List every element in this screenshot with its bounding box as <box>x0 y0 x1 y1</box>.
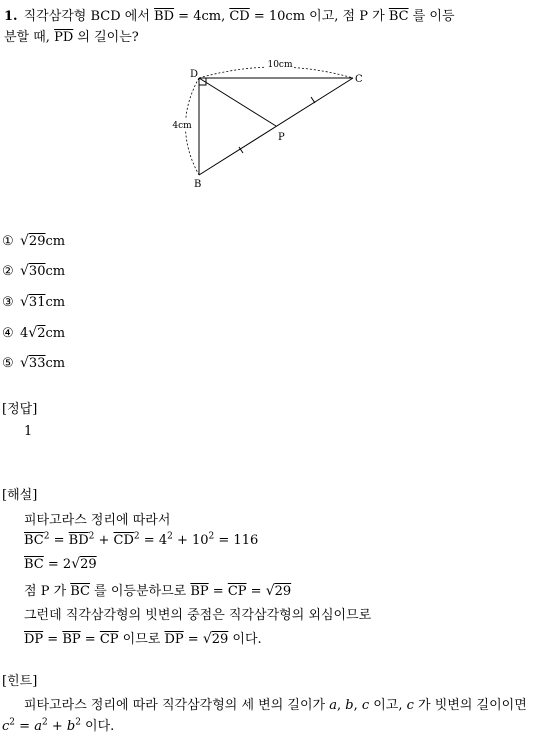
segment-dp: $\overline{DP}$ <box>164 632 184 647</box>
choice-coef: 4 <box>20 326 29 341</box>
question-number: 1. <box>4 9 18 24</box>
choice-unit: cm <box>45 264 66 279</box>
var-c: c <box>361 698 370 713</box>
segment-bc: $\overline{BC}$ <box>24 557 44 572</box>
text: = <box>80 632 100 647</box>
question-part: 를 이등 <box>408 9 455 24</box>
radicand: 29 <box>28 234 46 249</box>
text: + <box>94 533 114 548</box>
text: = 4 <box>139 533 168 548</box>
segment-cd: $\overline{CD}$ <box>229 9 250 24</box>
choice-unit: cm <box>45 356 66 371</box>
label-d: D <box>190 69 199 80</box>
choice-3[interactable] <box>2 294 65 310</box>
exponent: 2 <box>75 717 81 728</box>
text: = 116 <box>214 533 259 548</box>
text: = <box>208 584 228 599</box>
text: , <box>353 698 362 713</box>
text: = <box>246 584 266 599</box>
solution-line-6 <box>24 628 262 647</box>
question-part: = 4cm, <box>174 9 230 24</box>
question-part: 분할 때, <box>4 30 55 45</box>
question-text <box>4 6 532 48</box>
label-4cm: 4cm <box>172 121 192 131</box>
choice-unit: cm <box>45 234 66 249</box>
text: 가 빗변의 길이이면 <box>413 698 527 713</box>
sqrt: √33 <box>20 355 46 371</box>
text: = 2 <box>43 557 72 572</box>
hint-text <box>2 695 532 737</box>
segment-dp: $\overline{DP}$ <box>24 632 44 647</box>
exponent: 2 <box>41 717 48 728</box>
choice-2[interactable] <box>2 263 65 279</box>
radicand: 29 <box>80 557 97 572</box>
question-part: 직각삼각형 BCD 에서 <box>23 9 155 24</box>
segment-bd: $\overline{BD}$ <box>68 533 89 548</box>
sqrt: √29 <box>202 631 229 647</box>
choice-unit: cm <box>45 326 66 341</box>
exponent: 2 <box>133 531 140 542</box>
choice-5[interactable] <box>2 355 65 371</box>
text: = <box>49 533 69 548</box>
question-part: = 10cm 이고, 점 P 가 <box>249 9 389 24</box>
sqrt: √29 <box>20 233 46 249</box>
var-a: a <box>329 698 337 713</box>
text: 를 이등분하므로 <box>90 584 191 599</box>
solution-line-2 <box>24 533 258 548</box>
label-10cm: 10cm <box>267 60 293 70</box>
sqrt: √29 <box>71 556 97 572</box>
choice-4[interactable] <box>2 325 65 341</box>
segment-bc: $\overline{BC}$ <box>70 584 91 599</box>
label-b: B <box>194 179 202 190</box>
var-a: a <box>34 719 42 734</box>
radicand: 2 <box>37 326 46 341</box>
solution-line-5: 그런데 직각삼각형의 빗변의 중점은 직각삼각형의 외심이므로 <box>24 608 372 623</box>
segment-dp <box>199 78 276 126</box>
triangle-figure <box>150 58 380 198</box>
exponent: 2 <box>208 531 215 542</box>
choice-marker: ③ <box>2 295 14 310</box>
exponent: 2 <box>9 717 16 728</box>
text: 이다. <box>80 719 115 734</box>
radicand: 30 <box>28 264 46 279</box>
solution-line-3 <box>24 556 97 572</box>
text: = <box>15 719 35 734</box>
radicand: 29 <box>211 632 229 647</box>
solution-line-4 <box>24 580 291 599</box>
sqrt: √30 <box>20 263 46 279</box>
var-b: b <box>66 719 76 734</box>
label-c: C <box>355 74 363 85</box>
var-c: c <box>406 698 414 713</box>
sqrt: √31 <box>20 294 46 310</box>
text: + 10 <box>172 533 209 548</box>
hint-label: [힌트] <box>2 674 38 689</box>
solution-label: [해설] <box>2 488 38 503</box>
text: , <box>336 698 346 713</box>
exponent: 2 <box>43 531 50 542</box>
text: 이고, <box>369 698 407 713</box>
segment-bc: $\overline{BC}$ <box>24 533 44 548</box>
segment-bd: $\overline{BD}$ <box>154 9 175 24</box>
choice-1[interactable] <box>2 233 65 249</box>
label-p: P <box>278 132 285 143</box>
tick-pc <box>311 97 315 103</box>
var-c: c <box>2 719 10 734</box>
answer-label: [정답] <box>2 402 38 417</box>
exponent: 2 <box>167 531 173 542</box>
radicand: 33 <box>28 356 46 371</box>
text: 이므로 <box>118 632 165 647</box>
choice-unit: cm <box>45 295 66 310</box>
solution-line-1: 피타고라스 정리에 따라서 <box>24 513 171 528</box>
segment-bp: $\overline{BP}$ <box>62 632 81 647</box>
choice-marker: ② <box>2 264 14 279</box>
segment-bc: $\overline{BC}$ <box>388 9 409 24</box>
segment-cp: $\overline{CP}$ <box>99 632 119 647</box>
exponent: 2 <box>88 531 95 542</box>
text: 이다. <box>228 632 262 647</box>
text: 피타고라스 정리에 따라 직각삼각형의 세 변의 길이가 <box>24 698 330 713</box>
radicand: 31 <box>28 295 46 310</box>
choice-marker: ④ <box>2 326 14 341</box>
var-b: b <box>345 698 354 713</box>
radicand: 29 <box>274 584 292 599</box>
question-part: 의 길이는? <box>73 30 139 45</box>
segment-cp: $\overline{CP}$ <box>227 584 247 599</box>
text: 점 P 가 <box>24 584 71 599</box>
segment-bp: $\overline{BP}$ <box>190 584 209 599</box>
segment-cd: $\overline{CD}$ <box>113 533 134 548</box>
choice-marker: ⑤ <box>2 356 14 371</box>
sqrt: √29 <box>265 583 292 599</box>
text: = <box>183 632 203 647</box>
choice-marker: ① <box>2 234 14 249</box>
sqrt: √2 <box>28 325 46 341</box>
segment-pd: $\overline{PD}$ <box>54 30 74 45</box>
text: = <box>43 632 63 647</box>
text: + <box>47 719 67 734</box>
answer-value: 1 <box>24 424 33 439</box>
